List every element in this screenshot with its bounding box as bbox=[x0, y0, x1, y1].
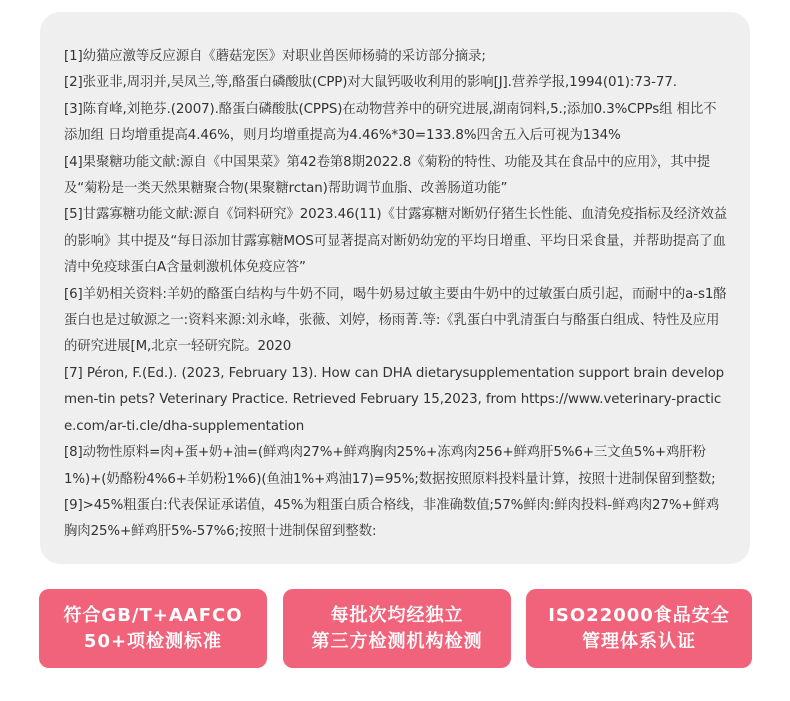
references-card bbox=[40, 12, 750, 564]
reference-item-9: [9]>45%粗蛋白:代表保证承诺值，45%为粗蛋白质合格线，非准确数值;57%鲜肉:鲜肉投料-鲜鸡肉27%+鲜鸡胸肉25%+鲜鸡肝5%-57%6;按照十进制保留到整数: bbox=[64, 497, 720, 540]
badge-line-2: 50+项检测标准 bbox=[83, 630, 223, 652]
badge-gb-aafco-standard bbox=[39, 589, 267, 668]
badge-third-party-testing bbox=[283, 589, 511, 668]
certification-badges bbox=[39, 589, 752, 668]
reference-item-8: [8]动物性原料=肉+蛋+奶+油=(鲜鸡肉27%+鲜鸡胸肉25%+冻鸡肉256+鲜鸡肝5%6+三文鱼5%+鸡肝粉1%)+(奶酪粉4%6+羊奶粉1%6)(鱼油1%+鸡油17)=95%;数据按照原料投料量计算，按照十进制保留到整数; bbox=[64, 445, 716, 487]
reference-item-2: [2]张亚非,周羽并,吴凤兰,等,酪蛋白磷酸肽(CPP)对大鼠钙吸收利用的影响[J].营养学报,1994(01):73-77. bbox=[64, 75, 677, 91]
reference-item-4: [4]果聚糖功能文献:源自《中国果菜》第42卷第8期2022.8《菊粉的特性、功能及其在食品中的应用》，其中提及“菊粉是一类天然果糖聚合物(果聚糖rctan)帮助调节血脂、改善肠道功能” bbox=[64, 154, 711, 197]
reference-item-7: [7] Péron, F.(Ed.). (2023, February 13). How can DHA dietarysupplementation support brain developmen-tin pets? Veterinary Practice. Retrieved February 15,2023, from https://www.veterinary-practice.com/ar-ti.cle/dha-supplementation bbox=[64, 365, 725, 434]
reference-item-3: [3]陈育峰,刘艳芬.(2007).酪蛋白磷酸肽(CPPS)在动物营养中的研究进展,湖南饲料,5.;添加0.3%CPPs组 相比不添加组 日均增重提高4.46%，则月均增重提高为4.46%*30=133.8%四舍五入后可视为134% bbox=[64, 101, 717, 144]
badge-line-1: 符合GB/T+AAFCO bbox=[63, 604, 243, 626]
reference-item-1: [1]幼猫应激等反应源自《蘑菇宠医》对职业兽医师杨骑的采访部分摘录; bbox=[64, 49, 486, 64]
reference-item-5: [5]甘露寡糖功能文献:源自《饲料研究》2023.46(11)《甘露寡糖对断奶仔猪生长性能、血清免疫指标及经济效益的影响》其中提及“每日添加甘露寡糖MOS可显著提高对断奶幼宠的平均日增重、平均日采食量，并帮助提高了血清中免疫球蛋白A含量刺激机体免疫应答” bbox=[64, 207, 728, 276]
badge-line-1: 每批次均经独立 bbox=[330, 604, 464, 626]
badge-line-1: ISO22000食品安全 bbox=[548, 604, 730, 626]
references-list bbox=[64, 44, 728, 546]
badge-line-2: 管理体系认证 bbox=[582, 630, 696, 652]
badge-iso22000-certification bbox=[526, 589, 752, 668]
badge-line-2: 第三方检测机构检测 bbox=[311, 630, 483, 652]
reference-item-6: [6]羊奶相关资料:羊奶的酪蛋白结构与牛奶不同，喝牛奶易过敏主要由牛奶中的过敏蛋白质引起，而耐中的a-s1酪蛋白也是过敏源之一:资料来源:刘永峰，张薇、刘婷，杨雨菁.等:《乳蛋白中乳清蛋白与酪蛋白组成、特性及应用的研究进展[M,北京一轻研究院。2020 bbox=[64, 286, 727, 355]
